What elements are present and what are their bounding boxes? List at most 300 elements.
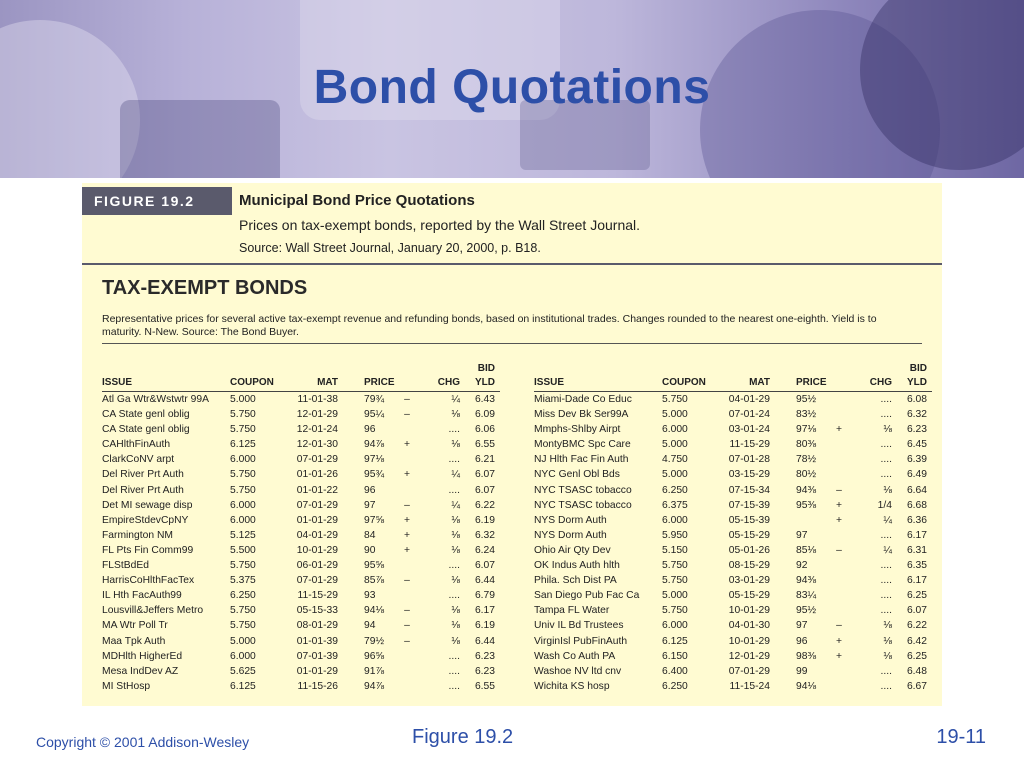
cell-maturity: 01-01-22 [296, 484, 338, 496]
figure-subtitle: Prices on tax-exempt bonds, reported by the Wall Street Journal. [239, 217, 641, 233]
cell-change: .... [448, 424, 460, 436]
table-row [534, 603, 932, 618]
table-header [534, 359, 932, 392]
table-row [102, 407, 500, 422]
figure-badge: FIGURE 19.2 [82, 187, 232, 215]
cell-price: 95¾ [364, 469, 385, 481]
cell-issue: Del River Prt Auth [102, 469, 184, 481]
cell-change-sign: – [404, 575, 410, 587]
cell-bid-yield: 6.17 [906, 575, 927, 587]
cell-bid-yield: 6.42 [906, 635, 927, 647]
table-row [102, 513, 500, 528]
cell-bid-yield: 6.48 [906, 665, 927, 677]
cell-issue: NYC TSASC tobacco [534, 499, 632, 511]
cell-issue: Mesa IndDev AZ [102, 665, 179, 677]
cell-bid-yield: 6.22 [474, 499, 495, 511]
table-row [102, 483, 500, 498]
cell-issue: Tampa FL Water [534, 605, 610, 617]
cell-bid-yield: 6.07 [474, 484, 495, 496]
header-coupon: COUPON [230, 377, 274, 388]
cell-price: 95½ [796, 394, 817, 405]
cell-change: ⅛ [451, 409, 460, 421]
cell-maturity: 03-15-29 [728, 469, 770, 481]
cell-maturity: 12-01-24 [296, 424, 338, 436]
cell-change: ⅛ [451, 529, 460, 541]
cell-bid-yield: 6.44 [474, 635, 495, 647]
cell-coupon: 4.750 [662, 454, 688, 466]
cell-change: .... [880, 454, 892, 466]
cell-change: ⅛ [883, 424, 892, 436]
cell-price: 91⅞ [364, 665, 385, 677]
cell-bid-yield: 6.55 [474, 680, 495, 692]
cell-change-sign: – [404, 620, 410, 632]
cell-bid-yield: 6.45 [906, 439, 927, 451]
cell-issue: EmpireStdevCpNY [102, 514, 189, 526]
table-header [102, 359, 500, 392]
cell-issue: HarrisCoHlthFacTex [102, 575, 195, 587]
table-row [534, 618, 932, 633]
header-issue: ISSUE [102, 377, 133, 388]
cell-bid-yield: 6.09 [474, 409, 495, 421]
cell-maturity: 04-01-29 [728, 394, 770, 405]
cell-coupon: 5.750 [662, 605, 688, 617]
table-row [102, 573, 500, 588]
cell-maturity: 10-01-29 [296, 544, 338, 556]
header-bid: BID [477, 363, 495, 374]
cell-change: .... [880, 394, 892, 405]
cell-maturity: 06-01-29 [296, 560, 338, 572]
cell-coupon: 5.000 [662, 590, 688, 602]
table-row [534, 543, 932, 558]
cell-issue: Atl Ga Wtr&Wstwtr 99A [102, 394, 209, 405]
header-coupon: COUPON [662, 377, 706, 388]
cell-bid-yield: 6.07 [906, 605, 927, 617]
table-row [534, 437, 932, 452]
cell-maturity: 10-01-29 [728, 635, 770, 647]
cell-coupon: 5.750 [230, 484, 256, 496]
header-mat: MAT [317, 377, 338, 388]
cell-issue: ClarkCoNV arpt [102, 454, 175, 466]
cell-price: 98⅜ [796, 650, 817, 662]
figure-title: Municipal Bond Price Quotations [239, 192, 475, 209]
cell-coupon: 5.000 [662, 409, 688, 421]
header-yld: YLD [475, 377, 495, 388]
cell-issue: NJ Hlth Fac Fin Auth [534, 454, 629, 466]
cell-coupon: 6.000 [230, 454, 256, 466]
cell-change: .... [448, 680, 460, 692]
cell-coupon: 6.125 [230, 680, 256, 692]
cell-change: .... [880, 469, 892, 481]
cell-change: .... [448, 650, 460, 662]
table-body [102, 392, 500, 694]
cell-price: 94⅛ [796, 680, 817, 692]
slide-title: Bond Quotations [313, 61, 711, 114]
table-row [102, 392, 500, 407]
cell-issue: Miss Dev Bk Ser99A [534, 409, 629, 421]
cell-change: ⅛ [883, 650, 892, 662]
cell-change: ⅛ [451, 605, 460, 617]
cell-bid-yield: 6.44 [474, 575, 495, 587]
table-row [102, 664, 500, 679]
cell-issue: Univ IL Bd Trustees [534, 620, 624, 632]
cell-price: 94⅛ [364, 605, 385, 617]
cell-price: 96⅝ [364, 650, 385, 662]
cell-change-sign: – [404, 409, 410, 421]
cell-maturity: 10-01-29 [728, 605, 770, 617]
table-row [102, 467, 500, 482]
cell-change-sign: + [835, 650, 842, 662]
cell-bid-yield: 6.22 [906, 620, 927, 632]
cell-change: ¼ [883, 514, 892, 526]
bond-table-left [102, 359, 500, 694]
cell-price: 80⅜ [796, 439, 817, 451]
cell-maturity: 01-01-26 [296, 469, 338, 481]
cell-price: 92 [796, 560, 808, 572]
cell-issue: Lousvill&Jeffers Metro [102, 605, 204, 617]
table-row [534, 573, 932, 588]
cell-coupon: 6.000 [662, 514, 688, 526]
table-row [534, 558, 932, 573]
cell-coupon: 5.750 [230, 620, 256, 632]
cell-price: 85⅞ [364, 575, 385, 587]
cell-change: ¼ [883, 544, 892, 556]
figure-panel [82, 183, 942, 706]
figure-divider [82, 263, 942, 265]
table-row [534, 467, 932, 482]
cell-change-sign: + [835, 499, 842, 511]
cell-issue: IL Hth FacAuth99 [102, 590, 182, 602]
cell-bid-yield: 6.68 [906, 499, 927, 511]
cell-bid-yield: 6.07 [474, 469, 495, 481]
cell-change-sign: + [403, 529, 410, 541]
table-row [102, 679, 500, 694]
cell-bid-yield: 6.49 [906, 469, 927, 481]
cell-price: 97⅝ [364, 514, 385, 526]
cell-coupon: 5.750 [230, 605, 256, 617]
cell-bid-yield: 6.67 [906, 680, 927, 692]
cell-bid-yield: 6.23 [906, 424, 927, 436]
cell-maturity: 03-01-29 [728, 575, 770, 587]
cell-price: 96 [364, 424, 376, 436]
cell-price: 78½ [796, 454, 817, 466]
cell-change-sign: + [835, 635, 842, 647]
table-row [534, 407, 932, 422]
cell-change: .... [880, 665, 892, 677]
cell-issue: Ohio Air Qty Dev [534, 544, 611, 556]
cell-change-sign: + [835, 424, 842, 436]
cell-coupon: 5.500 [230, 544, 256, 556]
cell-maturity: 05-15-29 [728, 590, 770, 602]
cell-issue: NYC TSASC tobacco [534, 484, 632, 496]
footer-figure-label: Figure 19.2 [412, 726, 514, 748]
cell-change: .... [448, 560, 460, 572]
header-issue: ISSUE [534, 377, 565, 388]
table-row [534, 498, 932, 513]
cell-issue: Wichita KS hosp [534, 680, 610, 692]
cell-bid-yield: 6.24 [474, 544, 495, 556]
cell-coupon: 5.750 [230, 560, 256, 572]
cell-change-sign: + [403, 544, 410, 556]
cell-price: 94⅞ [364, 439, 385, 451]
cell-coupon: 6.000 [230, 514, 256, 526]
cell-coupon: 5.000 [662, 439, 688, 451]
cell-coupon: 6.000 [662, 620, 688, 632]
cell-coupon: 6.000 [662, 424, 688, 436]
cell-change: ¼ [451, 499, 460, 511]
cell-change: .... [880, 590, 892, 602]
table-row [102, 558, 500, 573]
section-title: TAX-EXEMPT BONDS [102, 277, 308, 299]
cell-price: 97⅛ [364, 454, 385, 466]
cell-change: .... [880, 575, 892, 587]
cell-price: 97 [796, 620, 808, 632]
cell-maturity: 05-01-26 [728, 544, 770, 556]
cell-issue: Farmington NM [102, 529, 173, 541]
cell-change: .... [880, 529, 892, 541]
cell-price: 85⅛ [796, 544, 817, 556]
cell-change: .... [880, 439, 892, 451]
cell-maturity: 05-15-39 [728, 514, 770, 526]
cell-change: ⅛ [883, 635, 892, 647]
table-row [102, 634, 500, 649]
cell-price: 96 [796, 635, 808, 647]
cell-maturity: 07-01-28 [728, 454, 770, 466]
cell-coupon: 6.000 [230, 499, 256, 511]
cell-change-sign: + [835, 514, 842, 526]
table-row [534, 483, 932, 498]
cell-issue: MontyBMC Spc Care [534, 439, 631, 451]
cell-price: 94⅜ [796, 484, 817, 496]
header-chg: CHG [437, 377, 460, 388]
cell-bid-yield: 6.19 [474, 514, 495, 526]
cell-change-sign: – [836, 544, 842, 556]
cell-price: 94 [364, 620, 376, 632]
cell-maturity: 01-01-29 [296, 514, 338, 526]
cell-change: ¼ [451, 469, 460, 481]
cell-issue: Det MI sewage disp [102, 499, 193, 511]
table-row [102, 422, 500, 437]
cell-change: ¼ [451, 394, 460, 405]
cell-coupon: 5.750 [230, 469, 256, 481]
cell-maturity: 11-15-29 [297, 590, 338, 602]
cell-bid-yield: 6.55 [474, 439, 495, 451]
cell-coupon: 5.750 [662, 560, 688, 572]
table-row [534, 649, 932, 664]
footer-page-number: 19-11 [936, 726, 986, 748]
cell-change: ⅛ [451, 575, 460, 587]
cell-bid-yield: 6.79 [474, 590, 495, 602]
cell-bid-yield: 6.32 [906, 409, 927, 421]
header-price: PRICE [364, 377, 395, 388]
cell-issue: Wash Co Auth PA [534, 650, 616, 662]
cell-maturity: 07-01-29 [296, 454, 338, 466]
cell-coupon: 5.750 [230, 424, 256, 436]
cell-maturity: 07-01-24 [728, 409, 770, 421]
cell-bid-yield: 6.17 [906, 529, 927, 541]
cell-coupon: 5.750 [662, 394, 688, 405]
cell-issue: Miami-Dade Co Educ [534, 394, 632, 405]
cell-maturity: 07-01-29 [296, 575, 338, 587]
cell-bid-yield: 6.32 [474, 529, 495, 541]
table-row [534, 588, 932, 603]
cell-price: 80½ [796, 469, 817, 481]
table-row [102, 437, 500, 452]
cell-maturity: 01-01-39 [296, 635, 338, 647]
table-row [534, 634, 932, 649]
cell-change: .... [448, 590, 460, 602]
cell-change: .... [448, 454, 460, 466]
cell-price: 94⅜ [796, 575, 817, 587]
cell-bid-yield: 6.07 [474, 560, 495, 572]
header-mat: MAT [749, 377, 770, 388]
cell-maturity: 07-01-29 [296, 499, 338, 511]
cell-coupon: 5.375 [230, 575, 256, 587]
cell-price: 96 [364, 484, 376, 496]
cell-maturity: 04-01-29 [296, 529, 338, 541]
cell-change: ⅛ [883, 620, 892, 632]
cell-price: 97⅛ [796, 424, 817, 436]
header-bid: BID [909, 363, 927, 374]
cell-issue: MDHlth HigherEd [102, 650, 183, 662]
cell-coupon: 6.000 [230, 650, 256, 662]
figure-source: Source: Wall Street Journal, January 20, 2000, p. B18. [239, 241, 541, 255]
cell-issue: VirginIsl PubFinAuth [534, 635, 628, 647]
cell-price: 95¼ [364, 409, 385, 421]
cell-price: 83½ [796, 409, 817, 421]
cell-coupon: 5.000 [230, 635, 256, 647]
footer-copyright: Copyright © 2001 Addison-Wesley [36, 734, 250, 750]
cell-bid-yield: 6.23 [474, 650, 495, 662]
table-row [534, 664, 932, 679]
cell-bid-yield: 6.31 [906, 544, 927, 556]
cell-coupon: 5.625 [230, 665, 256, 677]
table-row [102, 452, 500, 467]
cell-coupon: 5.125 [230, 529, 256, 541]
cell-change: .... [880, 605, 892, 617]
cell-issue: NYS Dorm Auth [534, 514, 607, 526]
cell-price: 90 [364, 544, 376, 556]
cell-change-sign: + [403, 469, 410, 481]
cell-change: .... [880, 560, 892, 572]
cell-change: ⅛ [883, 484, 892, 496]
cell-issue: FL Pts Fin Comm99 [102, 544, 194, 556]
cell-change-sign: – [404, 635, 410, 647]
cell-price: 93 [364, 590, 376, 602]
cell-change: .... [880, 680, 892, 692]
cell-coupon: 6.375 [662, 499, 688, 511]
cell-maturity: 12-01-30 [296, 439, 338, 451]
bond-table-right [534, 359, 932, 694]
cell-price: 79½ [364, 635, 385, 647]
cell-bid-yield: 6.06 [474, 424, 495, 436]
cell-maturity: 11-01-38 [297, 394, 338, 405]
header-price: PRICE [796, 377, 827, 388]
cell-change-sign: – [836, 620, 842, 632]
cell-bid-yield: 6.25 [906, 590, 927, 602]
description-divider [102, 343, 922, 344]
header-chg: CHG [869, 377, 892, 388]
cell-change-sign: – [404, 499, 410, 511]
cell-change-sign: – [404, 605, 410, 617]
cell-change-sign: – [404, 394, 410, 405]
table-row [102, 528, 500, 543]
cell-change: ⅛ [451, 544, 460, 556]
cell-change-sign: + [403, 439, 410, 451]
cell-issue: Washoe NV ltd cnv [534, 665, 622, 677]
cell-maturity: 07-01-29 [728, 665, 770, 677]
cell-maturity: 01-01-29 [296, 665, 338, 677]
cell-change-sign: + [403, 514, 410, 526]
table-row [102, 543, 500, 558]
cell-issue: CA State genl oblig [102, 424, 190, 436]
cell-coupon: 5.150 [662, 544, 688, 556]
table-row [102, 603, 500, 618]
cell-price: 95½ [796, 605, 817, 617]
cell-issue: FLStBdEd [102, 560, 149, 572]
cell-issue: Maa Tpk Auth [102, 635, 166, 647]
cell-issue: CA State genl oblig [102, 409, 190, 421]
table-row [534, 452, 932, 467]
cell-issue: OK Indus Auth hlth [534, 560, 620, 572]
cell-maturity: 03-01-24 [728, 424, 770, 436]
cell-change: ⅛ [451, 439, 460, 451]
cell-maturity: 11-15-26 [297, 680, 338, 692]
table-row [102, 588, 500, 603]
cell-coupon: 6.250 [662, 484, 688, 496]
cell-bid-yield: 6.19 [474, 620, 495, 632]
cell-price: 83¼ [796, 590, 817, 602]
cell-coupon: 6.125 [662, 635, 688, 647]
cell-maturity: 04-01-30 [728, 620, 770, 632]
cell-bid-yield: 6.23 [474, 665, 495, 677]
cell-change: .... [448, 484, 460, 496]
cell-coupon: 5.000 [230, 394, 256, 405]
cell-change: .... [448, 665, 460, 677]
cell-maturity: 12-01-29 [728, 650, 770, 662]
cell-price: 95⅜ [796, 499, 817, 511]
cell-issue: NYS Dorm Auth [534, 529, 607, 541]
cell-price: 79¾ [364, 394, 385, 405]
cell-maturity: 07-15-39 [728, 499, 770, 511]
cell-coupon: 5.950 [662, 529, 688, 541]
cell-change-sign: – [836, 484, 842, 496]
section-description: Representative prices for several active tax-exempt revenue and refunding bonds, based on institutional trades. Changes rounded to the nearest one-eighth. Yield is to maturity. N-New. Source: The Bond Buyer. [102, 313, 877, 338]
cell-issue: NYC Genl Obl Bds [534, 469, 620, 481]
cell-change: ⅛ [451, 514, 460, 526]
cell-maturity: 12-01-29 [296, 409, 338, 421]
table-row [102, 618, 500, 633]
cell-price: 99 [796, 665, 808, 677]
cell-bid-yield: 6.21 [474, 454, 495, 466]
cell-bid-yield: 6.08 [906, 394, 927, 405]
header-yld: YLD [907, 377, 927, 388]
table-body [534, 392, 932, 694]
cell-maturity: 11-15-24 [729, 680, 770, 692]
cell-maturity: 07-15-34 [728, 484, 770, 496]
cell-maturity: 08-15-29 [728, 560, 770, 572]
table-row [534, 679, 932, 694]
cell-issue: MI StHosp [102, 680, 151, 692]
cell-bid-yield: 6.64 [906, 484, 927, 496]
cell-maturity: 11-15-29 [729, 439, 770, 451]
table-row [534, 422, 932, 437]
table-row [534, 528, 932, 543]
cell-coupon: 5.000 [662, 469, 688, 481]
cell-bid-yield: 6.39 [906, 454, 927, 466]
cell-issue: Del River Prt Auth [102, 484, 184, 496]
cell-issue: San Diego Pub Fac Ca [534, 590, 640, 602]
cell-change: 1/4 [877, 499, 892, 511]
